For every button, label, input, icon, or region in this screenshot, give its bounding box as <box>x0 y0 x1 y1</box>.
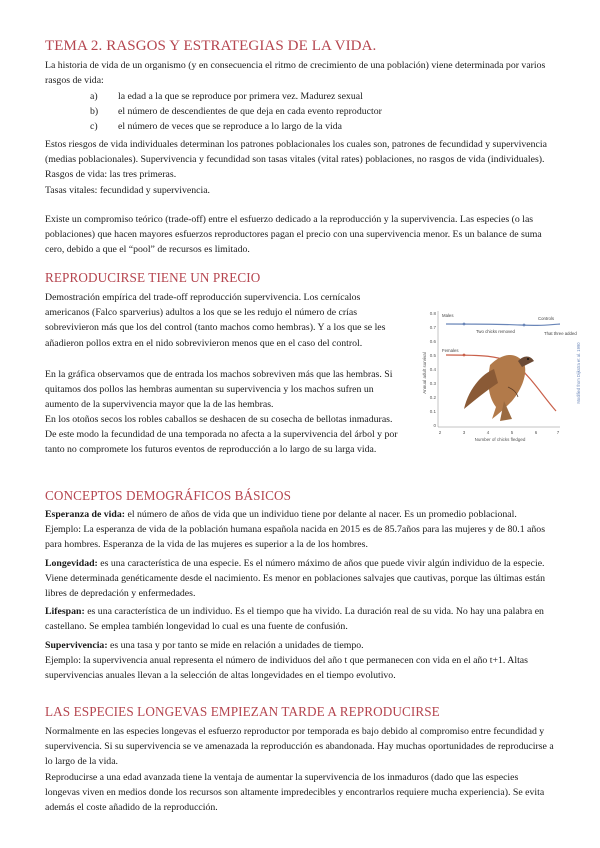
x-tick: 6 <box>534 430 538 435</box>
y-tick: 0.1 <box>429 409 436 414</box>
intro-body: Estos riesgos de vida individuales determinan los patrones poblacionales los cuales son, patrones de fecundidad y supervivencia (medias poblacionales). Supervivencia y fecundidad son tasas vitales (vital rates) poblaciones, no rasgos de vida (individuales). Rasgos de vida: las tres primeras. Tasas vitales: fecundidad y supervivencia. <box>45 139 547 196</box>
definition-life-expectancy: Esperanza de vida: el número de años de vida que un individuo tiene por delante al nacer. Es un promedio poblacional. <box>45 509 517 520</box>
section-heading-demographic-concepts: CONCEPTOS DEMOGRÁFICOS BÁSICOS <box>45 488 292 503</box>
graph-paragraph: En la gráfica observamos que de entrada los machos sobreviven más que las hembras. Si quitamos dos pollos las hembras aumentan su supervivencia y los machos sufren un aumento de la supervivencia mayor que la de las hembras. <box>45 369 393 411</box>
definitions-block: Esperanza de vida: el número de años de vida que un individuo tiene por delante al nacer. Es un promedio poblacional. Ejemplo: La esperanza de vida de la población humana española nacida en 2015 es de 85.7años para las mujeres y de 80.1 años para hombres. Esperanza de la vida de las mujeres es superior a la de los hombres. Longevidad: es una característica de una especie. Es el número máximo de años que puede vivir algún individuo de la especie. Viene determinada genéticamente desde el nacimiento. Es menor en poblaciones salvajes que cautivas, porque las últimas están libres de depredación y enfermedades. Lifespan: es una característica de un individuo. Es el tiempo que ha vivido. La duración real de su vida. No hay una palabra en castellano. Se emplea también longevidad lo cual es una fuente de confusión. Supervivencia: es una tasa y por tanto se mide en relación a unidades de tiempo. Ejemplo: la supervivencia anual representa el número de individuos del año t que permanecen con vida en el año t+1. Altas supervivencias anuales llevan a la selección de altas longevidades en el tiempo evolutivo. <box>45 507 555 683</box>
page-title: TEMA 2. RASGOS Y ESTRATEGIAS DE LA VIDA. <box>45 38 377 54</box>
y-tick: 0.6 <box>429 339 436 344</box>
list-item: c) el número de veces que se reproduce a lo largo de la vida <box>90 121 342 132</box>
x-tick: 4 <box>486 430 490 435</box>
y-ticks <box>430 311 437 428</box>
y-tick: 0.3 <box>429 381 436 386</box>
y-tick: 0.5 <box>429 353 436 358</box>
long-lived-block: Normalmente en las especies longevas el esfuerzo reproductor por temporada es bajo debido al compromiso entre fecundidad y supervivencia. Si su supervivencia se ve amenazada la reproducción es abandonada. Hay muchas oportunidades de reproducirse a lo largo de la vida. Reproducirse a una edad avanzada tiene la ventaja de aumentar la supervivencia de los inmaduros (dado que las especies longevas viven en medios donde los recursos son altamente impredecibles y encontrarlos requiere mucha experiencia). Se evita además el coste añadido de la reproducción. <box>45 726 554 814</box>
legend-two-chicks: Two chicks removed <box>476 329 515 334</box>
males-point <box>523 324 526 327</box>
kestrel-icon <box>464 355 534 421</box>
males-point <box>463 323 466 326</box>
list-item: b) el número de descendientes de que deja en cada evento reproductor <box>90 106 382 117</box>
tradeoff-paragraph: Existe un compromiso teórico (trade-off) entre el esfuerzo dedicado a la reproducción y la supervivencia. Las especies (o las poblaciones) que hacen mayores esfuerzos reproductores pagan el precio con una supervivencia menor. Es un balance de suma cero, debido a que el “pool” de recursos es limitado. <box>45 214 542 256</box>
kestrel-paragraph: Demostración empírica del trade-off reproducción supervivencia. Los cernícalos americanos (Falco sparverius) adultos a los que se les redujo el número de crías sobrevivieron más que los del control (tanto machos como hembras). Y a los que se les añadieron pollos extra en el nido sobrevivieron menos que en el caso del control. <box>45 292 386 349</box>
intro-paragraph: La historia de vida de un organismo (y en consecuencia el ritmo de crecimiento de una población) viene determinada por varios rasgos de vida: <box>45 60 546 87</box>
y-tick: 0 <box>433 423 436 428</box>
definition-longevity: Longevidad: es una característica de una especie. Es el número máximo de años que puede vivir algún individuo de la especie. Viene determinada genéticamente desde el nacimiento. Es menor en poblaciones salvajes que cautivas, porque las últimas están libres de depredación y enfermedades. <box>45 557 545 600</box>
definition-survival: Supervivencia: es una tasa y por tanto se mide en relación a unidades de tiempo. <box>45 639 364 651</box>
females-point <box>463 354 466 357</box>
list-item: a) la edad a la que se reproduce por primera vez. Madurez sexual <box>90 91 363 102</box>
figure-xlabel: Number of chicks fledged <box>474 437 526 442</box>
section-heading-reproduction-cost: REPRODUCIRSE TIENE UN PRECIO <box>45 270 261 285</box>
y-tick: 0.7 <box>429 325 436 330</box>
survival-figure <box>420 303 585 443</box>
figure-legend <box>442 313 577 353</box>
y-tick: 0.2 <box>429 395 436 400</box>
section-heading-long-lived-species: LAS ESPECIES LONGEVAS EMPIEZAN TARDE A REPRODUCIRSE <box>45 704 440 719</box>
definition-lifespan: Lifespan: es una característica de un individuo. Es el tiempo que ha vivido. La duración real de su vida. No hay una palabra en castellano. Se emplea también longevidad lo cual es una fuente de confusión. <box>45 606 544 633</box>
x-tick: 5 <box>510 430 514 435</box>
legend-females: Females <box>442 348 459 353</box>
y-tick: 0.8 <box>429 311 436 316</box>
x-ticks <box>439 430 560 435</box>
figure-ylabel: Annual adult survival <box>422 352 427 394</box>
x-tick: 3 <box>462 430 466 435</box>
y-tick: 0.4 <box>429 367 436 372</box>
figure-side-note: Modified from Dijkstra et al. 1990 <box>576 342 581 404</box>
legend-males: Males <box>442 313 454 318</box>
oak-paragraph: En los otoños secos los robles caballos se deshacen de su cosecha de bellotas inmaduras. De este modo la fecundidad de una temporada no afecta a la supervivencia del árbol y por tanto no compromete los futuros eventos de reproducción a lo largo de su larga vida. <box>45 414 398 456</box>
legend-three-chicks: That three added <box>544 331 577 336</box>
x-tick: 2 <box>438 430 442 435</box>
x-tick: 7 <box>556 430 560 435</box>
legend-controls: Controls <box>538 316 555 321</box>
